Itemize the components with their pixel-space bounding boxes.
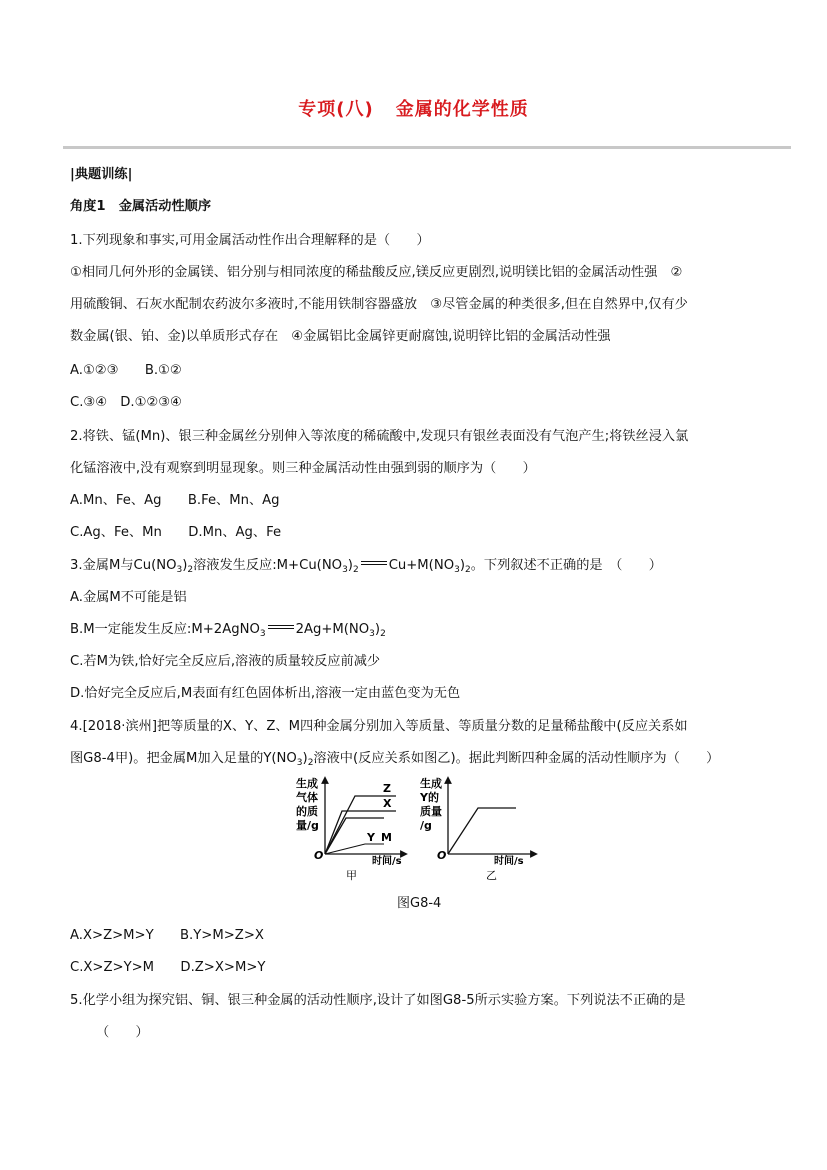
right-ylabel-3: 质量 [420,805,442,818]
title-divider [63,146,791,149]
q3-option-b: B.M一定能发生反应:M+2AgNO$_3$ $2Ag+M(NO_3)_2$ [70,622,386,639]
right-xlabel: 时间/s [494,856,524,867]
section-heading: |典题训练| [70,167,133,182]
q3-option-c: C.若M为铁,恰好完全反应后,溶液的质量较反应前减少 [70,654,381,669]
left-xlabel: 时间/s [372,856,402,867]
q2-options-cd: C.Ag、Fe、Mn D.Mn、Ag、Fe [70,525,282,540]
q1-line2: 用硫酸铜、石灰水配制农药波尔多液时,不能用铁制容器盛放 ③尽管金属的种类很多,但在自然界中,仅有少 [70,297,688,312]
q3-option-a: A.金属M不可能是铝 [70,590,187,605]
q4-options-ab: A.X>Z>M>Y B.Y>M>Z>X [70,928,264,943]
curve-y [325,844,384,854]
figure-caption: 图G8-4 [397,896,442,911]
figure-graphs [280,776,550,886]
left-caption: 甲 [346,869,357,882]
label-x: X [383,797,392,810]
q2-line2: 化锰溶液中,没有观察到明显现象。则三种金属活动性由强到弱的顺序为（ ） [70,461,536,476]
label-z: Z [383,782,391,795]
right-origin: O [437,849,447,862]
graph-left [296,776,404,882]
right-ylabel-2: Y的 [420,791,439,804]
equals-sign-icon [266,623,296,633]
title-part1: 专项(八) [298,99,374,120]
right-ylabel-4: /g [420,819,432,832]
q5-line1: 5.化学小组为探究铝、铜、银三种金属的活动性顺序,设计了如图G8-5所示实验方案。下列说法不正确的是 [70,993,686,1008]
q3-stem: 3.金属M与$Cu(NO_3)_2$溶液发生反应$:M+Cu(NO_3)_2$ $Cu+M(NO_3)_2$。下列叙述不正确的是 （ ） [70,558,662,575]
q1-line1: ①相同几何外形的金属镁、铝分别与相同浓度的稀盐酸反应,镁反应更剧烈,说明镁比铝的金属活动性强 ② [70,265,683,280]
q1-stem: 1.下列现象和事实,可用金属活动性作出合理解释的是（ ） [70,233,430,248]
q5-line2: （ ） [96,1025,149,1040]
equals-sign-icon [359,559,389,569]
graph-right [419,776,534,882]
q4-line2: 图G8-4甲)。把金属M加入足量的$Y(NO_3)_2$溶液中(反应关系如图乙)。据此判断四种金属的活动性顺序为（ ） [70,751,720,768]
q3-option-d: D.恰好完全反应后,M表面有红色固体析出,溶液一定由蓝色变为无色 [70,686,461,701]
q1-options-cd: C.③④ D.①②③④ [70,395,182,410]
angle-heading: 角度1 金属活动性顺序 [70,199,212,214]
q1-options-ab: A.①②③ B.①② [70,363,182,378]
q4-options-cd: C.X>Z>Y>M D.Z>X>M>Y [70,960,266,975]
page-title [0,95,827,121]
q4-line1: 4.[2018·滨州]把等质量的X、Y、Z、M四种金属分别加入等质量、等质量分数的足量稀盐酸中(反应关系如 [70,719,688,734]
right-ylabel-1: 生成 [420,777,442,790]
left-ylabel-2: 气体 [296,791,318,804]
left-ylabel-1: 生成 [296,777,318,790]
right-caption: 乙 [486,869,497,882]
label-m: M [381,831,392,844]
title-part2: 金属的化学性质 [395,99,529,120]
figure-g8-4 [280,776,550,886]
q1-line3: 数金属(银、铂、金)以单质形式存在 ④金属铝比金属锌更耐腐蚀,说明锌比铝的金属活动性强 [70,329,611,344]
q2-options-ab: A.Mn、Fe、Ag B.Fe、Mn、Ag [70,493,280,508]
left-ylabel-4: 量/g [296,819,319,832]
left-ylabel-3: 的质 [296,805,318,818]
curve-y-mass [448,808,516,854]
q2-line1: 2.将铁、锰(Mn)、银三种金属丝分别伸入等浓度的稀硫酸中,发现只有银丝表面没有气泡产生;将铁丝浸入氯 [70,429,689,444]
left-origin: O [314,849,324,862]
label-y: Y [367,831,375,844]
